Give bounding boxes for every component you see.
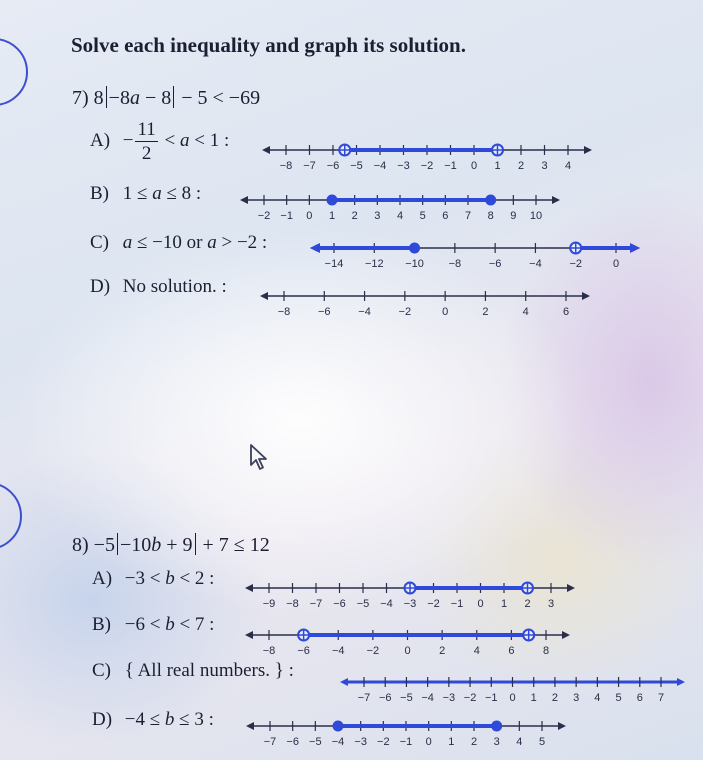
problem-7-choice-a[interactable]: A) − $\frac{11}{2}$ < a < 1 : xyxy=(90,119,230,164)
tick-label: −6 xyxy=(326,160,340,172)
tick-label: −5 xyxy=(400,692,413,704)
tick-label: 6 xyxy=(442,210,449,222)
tick-label: −1 xyxy=(444,160,457,172)
number-line-7a xyxy=(262,138,592,178)
tick-label: 2 xyxy=(439,645,446,657)
tick-label: −1 xyxy=(485,692,498,704)
tick-label: −6 xyxy=(297,645,310,657)
tick-label: −7 xyxy=(303,160,316,172)
tick-label: 0 xyxy=(306,210,313,222)
tick-label: 4 xyxy=(473,645,480,657)
mouse-pointer-icon xyxy=(248,442,274,472)
tick-label: −8 xyxy=(262,645,276,657)
problem-7-choice-c[interactable]: C) a ≤ −10 or a > −2 : xyxy=(90,232,268,253)
axis-arrow-left xyxy=(246,722,254,730)
axis-arrow-right xyxy=(562,631,570,639)
tick-label: −3 xyxy=(397,160,410,172)
axis-arrow-right xyxy=(567,584,575,592)
tick-label: −7 xyxy=(263,736,277,748)
tick-label: 3 xyxy=(493,736,500,748)
tick-label: 0 xyxy=(612,258,620,270)
tick-label: 0 xyxy=(477,598,484,610)
tick-label: 4 xyxy=(396,210,404,222)
problem-8-choice-d[interactable]: D) −4 ≤ b ≤ 3 : xyxy=(92,709,214,730)
number-line-8d xyxy=(246,714,566,754)
tick-label: 8 xyxy=(487,210,494,222)
number-line-8a xyxy=(245,576,575,616)
tick-label: −6 xyxy=(333,598,346,610)
tick-label: −2 xyxy=(398,306,412,318)
question-8-marker-circle xyxy=(0,482,22,550)
tick-label: 2 xyxy=(470,736,478,748)
tick-label: 3 xyxy=(541,160,548,172)
axis-arrow-left xyxy=(262,146,270,154)
tick-label: 5 xyxy=(615,692,622,704)
tick-label: 10 xyxy=(529,210,543,222)
tick-label: 0 xyxy=(509,692,516,704)
tick-label: 0 xyxy=(404,645,411,657)
axis-arrow-left xyxy=(240,196,248,204)
tick-label: −8 xyxy=(277,306,291,318)
tick-label: −1 xyxy=(280,210,293,222)
tick-label: −2 xyxy=(463,692,477,704)
problem-7-choice-d[interactable]: D) No solution. : xyxy=(90,276,227,297)
problem-8-choice-b[interactable]: B) −6 < b < 7 : xyxy=(92,614,215,635)
tick-label: 6 xyxy=(562,306,570,318)
tick-label: −1 xyxy=(450,598,464,610)
tick-label: −2 xyxy=(366,645,380,657)
tick-label: −4 xyxy=(529,258,542,270)
tick-label: 3 xyxy=(374,210,381,222)
tick-label: 4 xyxy=(594,692,601,704)
tick-label: 0 xyxy=(442,306,449,318)
axis-arrow-left xyxy=(340,678,348,686)
tick-label: −6 xyxy=(488,258,502,270)
tick-label: −3 xyxy=(442,692,456,704)
tick-label: −3 xyxy=(403,598,417,610)
solution-ray-arrow xyxy=(630,243,640,253)
tick-label: −5 xyxy=(309,736,322,748)
tick-label: 2 xyxy=(551,692,558,704)
axis-arrow-right xyxy=(582,292,590,300)
tick-label: 7 xyxy=(464,210,472,222)
tick-label: −4 xyxy=(358,306,371,318)
closed-endpoint xyxy=(327,195,338,206)
tick-label: 7 xyxy=(657,692,665,704)
tick-label: 6 xyxy=(508,645,515,657)
problem-8-choice-a[interactable]: A) −3 < b < 2 : xyxy=(92,568,215,589)
tick-label: −4 xyxy=(373,160,387,172)
tick-label: 2 xyxy=(517,160,525,172)
problem-7-statement: 7) 8 −8a − 8 − 5 < −69 xyxy=(72,87,261,109)
tick-label: −7 xyxy=(357,692,371,704)
tick-label: 8 xyxy=(542,645,550,657)
tick-label: 5 xyxy=(419,210,426,222)
tick-label: 9 xyxy=(510,210,517,222)
tick-label: −4 xyxy=(421,692,434,704)
closed-endpoint xyxy=(333,721,344,732)
tick-label: −1 xyxy=(399,736,413,748)
tick-label: −2 xyxy=(569,258,582,270)
tick-label: −4 xyxy=(380,598,393,610)
tick-label: 1 xyxy=(500,598,508,610)
number-line-8b xyxy=(245,623,570,663)
closed-endpoint xyxy=(485,195,496,206)
tick-label: 0 xyxy=(470,160,478,172)
axis-arrow-right xyxy=(584,146,592,154)
tick-label: 1 xyxy=(494,160,501,172)
question-7-marker-circle xyxy=(0,38,28,106)
problem-8-choice-c[interactable]: C) { All real numbers. } : xyxy=(92,660,294,681)
tick-label: 1 xyxy=(328,210,336,222)
problem-8-statement: 8) −5 −10b + 9 + 7 ≤ 12 xyxy=(72,534,270,556)
number-line-7d xyxy=(260,284,590,324)
tick-label: −10 xyxy=(405,258,424,270)
tick-label: 3 xyxy=(547,598,555,610)
tick-label: −6 xyxy=(378,692,392,704)
tick-label: 2 xyxy=(351,210,358,222)
tick-label: −5 xyxy=(356,598,370,610)
tick-label: −12 xyxy=(364,258,384,270)
closed-endpoint xyxy=(409,243,420,254)
tick-label: −2 xyxy=(420,160,434,172)
tick-label: 1 xyxy=(530,692,537,704)
tick-label: −3 xyxy=(354,736,367,748)
number-line-7b xyxy=(240,188,560,228)
tick-label: 5 xyxy=(538,736,546,748)
axis-arrow-left xyxy=(245,631,253,639)
tick-label: 1 xyxy=(448,736,455,748)
axis-arrow-left xyxy=(245,584,253,592)
tick-label: −2 xyxy=(257,210,271,222)
tick-label: −2 xyxy=(377,736,390,748)
axis-arrow-right xyxy=(558,722,566,730)
tick-label: −14 xyxy=(324,258,344,270)
number-line-8c xyxy=(340,670,685,710)
tick-label: −4 xyxy=(331,645,345,657)
tick-label: 2 xyxy=(482,306,489,318)
tick-label: −9 xyxy=(262,598,276,610)
tick-label: −4 xyxy=(331,736,345,748)
number-line-7c xyxy=(310,236,640,276)
axis-arrow-right xyxy=(552,196,560,204)
problem-7-choice-b[interactable]: B) 1 ≤ a ≤ 8 : xyxy=(90,183,202,204)
axis-arrow-left xyxy=(260,292,268,300)
tick-label: 0 xyxy=(425,736,432,748)
tick-label: 4 xyxy=(522,306,529,318)
tick-label: −5 xyxy=(350,160,363,172)
tick-label: −6 xyxy=(318,306,331,318)
tick-label: 4 xyxy=(564,160,572,172)
tick-label: 2 xyxy=(524,598,531,610)
solution-ray-arrow xyxy=(310,243,320,253)
tick-label: 6 xyxy=(636,692,643,704)
instructions-title: Solve each inequality and graph its solution. xyxy=(71,33,466,57)
tick-label: −7 xyxy=(309,598,323,610)
tick-label: −8 xyxy=(448,258,462,270)
tick-label: −8 xyxy=(279,160,293,172)
tick-label: −6 xyxy=(286,736,299,748)
axis-arrow-right xyxy=(677,678,685,686)
tick-label: −8 xyxy=(286,598,299,610)
tick-label: 4 xyxy=(516,736,523,748)
tick-label: −2 xyxy=(427,598,440,610)
closed-endpoint xyxy=(491,721,502,732)
tick-label: 3 xyxy=(573,692,580,704)
